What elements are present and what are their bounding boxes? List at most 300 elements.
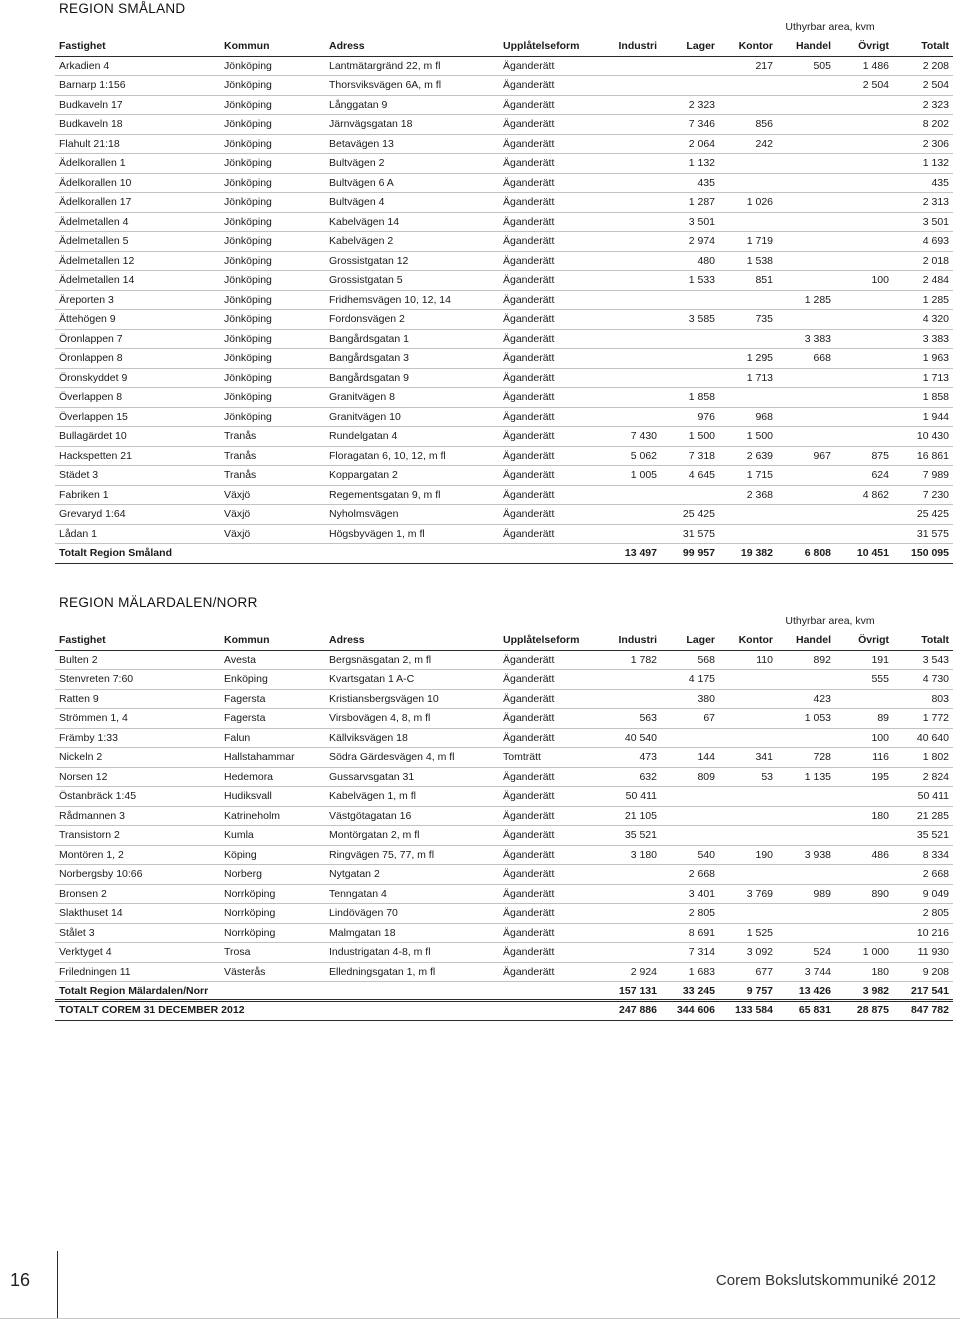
cell-handel [777, 95, 835, 115]
total-industri: 157 131 [591, 982, 661, 1002]
cell-handel: 505 [777, 56, 835, 76]
cell-kontor: 341 [719, 748, 777, 768]
cell-fastighet: Östanbräck 1:45 [55, 787, 224, 807]
cell-fastighet: Strömmen 1, 4 [55, 709, 224, 729]
cell-fastighet: Norbergsby 10:66 [55, 865, 224, 885]
cell-fastighet: Rådmannen 3 [55, 806, 224, 826]
cell-upplatelseform: Äganderätt [503, 485, 591, 505]
cell-upplatelseform: Äganderätt [503, 290, 591, 310]
cell-totalt: 10 430 [893, 427, 953, 447]
cell-ovrigt [835, 115, 893, 135]
table-row [55, 407, 953, 427]
cell-kontor [719, 689, 777, 709]
cell-kontor: 1 538 [719, 251, 777, 271]
cell-adress: Nyholmsvägen [329, 505, 503, 525]
cell-kommun: Hudiksvall [224, 787, 329, 807]
area-header: Uthyrbar area, kvm [785, 21, 875, 33]
cell-fastighet: Bullagärdet 10 [55, 427, 224, 447]
cell-totalt: 2 484 [893, 271, 953, 291]
cell-kommun: Tranås [224, 446, 329, 466]
cell-kontor [719, 173, 777, 193]
cell-kommun: Jönköping [224, 95, 329, 115]
total-upplatelseform [503, 544, 591, 564]
cell-industri [591, 232, 661, 252]
cell-kontor: 1 295 [719, 349, 777, 369]
cell-lager: 1 533 [661, 271, 719, 291]
cell-handel [777, 904, 835, 924]
table-row [55, 388, 953, 408]
grand-total-ovrigt: 28 875 [856, 1004, 889, 1016]
cell-kontor [719, 95, 777, 115]
table-header-row [55, 631, 953, 650]
area-header: Uthyrbar area, kvm [785, 615, 875, 627]
cell-handel [777, 271, 835, 291]
cell-adress: Lindövägen 70 [329, 904, 503, 924]
property-table [55, 631, 953, 1002]
total-handel: 6 808 [777, 544, 835, 564]
cell-handel: 524 [777, 943, 835, 963]
table-row [55, 251, 953, 271]
cell-adress: Källviksvägen 18 [329, 728, 503, 748]
cell-totalt: 2 208 [893, 56, 953, 76]
cell-lager: 144 [661, 748, 719, 768]
cell-totalt: 16 861 [893, 446, 953, 466]
cell-totalt: 4 320 [893, 310, 953, 330]
cell-fastighet: Nickeln 2 [55, 748, 224, 768]
table-row [55, 670, 953, 690]
total-fastighet: Totalt Region Småland [55, 544, 224, 564]
cell-fastighet: Budkaveln 18 [55, 115, 224, 135]
cell-lager [661, 806, 719, 826]
cell-kommun: Norberg [224, 865, 329, 885]
cell-industri [591, 670, 661, 690]
cell-kommun: Tranås [224, 427, 329, 447]
cell-upplatelseform: Äganderätt [503, 76, 591, 96]
cell-fastighet: Ädelkorallen 17 [55, 193, 224, 213]
cell-fastighet: Verktyget 4 [55, 943, 224, 963]
cell-lager: 1 683 [661, 962, 719, 982]
cell-kontor: 735 [719, 310, 777, 330]
cell-upplatelseform: Äganderätt [503, 95, 591, 115]
table-row [55, 865, 953, 885]
cell-handel [777, 524, 835, 544]
cell-ovrigt [835, 193, 893, 213]
cell-upplatelseform: Tomträtt [503, 748, 591, 768]
column-header-lager: Lager [661, 631, 719, 650]
cell-kontor [719, 728, 777, 748]
cell-kommun: Falun [224, 728, 329, 748]
cell-industri [591, 689, 661, 709]
cell-adress: Koppargatan 2 [329, 466, 503, 486]
cell-lager: 4 645 [661, 466, 719, 486]
cell-handel [777, 310, 835, 330]
cell-fastighet: Transistorn 2 [55, 826, 224, 846]
cell-totalt: 50 411 [893, 787, 953, 807]
cell-kommun: Jönköping [224, 212, 329, 232]
cell-upplatelseform: Äganderätt [503, 943, 591, 963]
table-row [55, 154, 953, 174]
cell-fastighet: Överlappen 8 [55, 388, 224, 408]
cell-totalt: 2 306 [893, 134, 953, 154]
cell-handel [777, 115, 835, 135]
cell-upplatelseform: Äganderätt [503, 134, 591, 154]
table-row [55, 134, 953, 154]
cell-lager: 1 132 [661, 154, 719, 174]
total-fastighet: Totalt Region Mälardalen/Norr [55, 982, 224, 1002]
cell-upplatelseform: Äganderätt [503, 173, 591, 193]
cell-kontor: 1 719 [719, 232, 777, 252]
table-row [55, 524, 953, 544]
cell-totalt: 1 772 [893, 709, 953, 729]
cell-fastighet: Lådan 1 [55, 524, 224, 544]
cell-fastighet: Flahult 21:18 [55, 134, 224, 154]
cell-upplatelseform: Äganderätt [503, 115, 591, 135]
cell-ovrigt [835, 290, 893, 310]
cell-industri [591, 884, 661, 904]
cell-totalt: 7 989 [893, 466, 953, 486]
cell-upplatelseform: Äganderätt [503, 728, 591, 748]
cell-handel [777, 466, 835, 486]
cell-fastighet: Ättehögen 9 [55, 310, 224, 330]
cell-ovrigt: 116 [835, 748, 893, 768]
cell-kontor: 190 [719, 845, 777, 865]
cell-ovrigt [835, 865, 893, 885]
cell-industri: 473 [591, 748, 661, 768]
column-header-upplatelseform: Upplåtelseform [503, 631, 591, 650]
cell-handel [777, 806, 835, 826]
cell-kontor [719, 505, 777, 525]
section-title: REGION SMÅLAND [59, 1, 186, 16]
cell-adress: Elledningsgatan 1, m fl [329, 962, 503, 982]
cell-lager: 8 691 [661, 923, 719, 943]
cell-kontor: 2 368 [719, 485, 777, 505]
cell-kontor: 1 525 [719, 923, 777, 943]
table-row [55, 923, 953, 943]
cell-industri [591, 368, 661, 388]
cell-fastighet: Fabriken 1 [55, 485, 224, 505]
total-adress [329, 544, 503, 564]
cell-handel: 668 [777, 349, 835, 369]
cell-totalt: 803 [893, 689, 953, 709]
cell-totalt: 4 730 [893, 670, 953, 690]
cell-ovrigt: 89 [835, 709, 893, 729]
cell-totalt: 7 230 [893, 485, 953, 505]
cell-handel: 3 938 [777, 845, 835, 865]
cell-lager: 380 [661, 689, 719, 709]
cell-upplatelseform: Äganderätt [503, 767, 591, 787]
cell-fastighet: Slakthuset 14 [55, 904, 224, 924]
cell-kommun: Jönköping [224, 388, 329, 408]
cell-upplatelseform: Äganderätt [503, 962, 591, 982]
cell-totalt: 10 216 [893, 923, 953, 943]
cell-totalt: 8 202 [893, 115, 953, 135]
table-row [55, 709, 953, 729]
cell-industri [591, 485, 661, 505]
cell-upplatelseform: Äganderätt [503, 865, 591, 885]
cell-adress: Bergsnäsgatan 2, m fl [329, 650, 503, 670]
cell-lager [661, 826, 719, 846]
cell-handel [777, 251, 835, 271]
cell-kommun: Norrköping [224, 923, 329, 943]
cell-kommun: Norrköping [224, 884, 329, 904]
cell-ovrigt [835, 826, 893, 846]
cell-kommun: Jönköping [224, 154, 329, 174]
cell-totalt: 3 383 [893, 329, 953, 349]
cell-kommun: Växjö [224, 485, 329, 505]
cell-industri: 563 [591, 709, 661, 729]
table-row [55, 826, 953, 846]
cell-upplatelseform: Äganderätt [503, 446, 591, 466]
cell-adress: Tenngatan 4 [329, 884, 503, 904]
cell-ovrigt [835, 407, 893, 427]
column-header-totalt: Totalt [893, 631, 953, 650]
cell-lager [661, 368, 719, 388]
table-row [55, 466, 953, 486]
cell-fastighet: Arkadien 4 [55, 56, 224, 76]
table-row [55, 787, 953, 807]
cell-ovrigt: 4 862 [835, 485, 893, 505]
cell-ovrigt: 191 [835, 650, 893, 670]
total-industri: 13 497 [591, 544, 661, 564]
cell-kontor [719, 524, 777, 544]
cell-handel [777, 787, 835, 807]
cell-handel: 1 135 [777, 767, 835, 787]
cell-lager: 2 974 [661, 232, 719, 252]
cell-upplatelseform: Äganderätt [503, 466, 591, 486]
cell-totalt: 1 858 [893, 388, 953, 408]
table-row [55, 689, 953, 709]
grand-total-row [55, 1000, 953, 1020]
cell-ovrigt [835, 524, 893, 544]
cell-fastighet: Ratten 9 [55, 689, 224, 709]
cell-lager: 3 585 [661, 310, 719, 330]
cell-fastighet: Överlappen 15 [55, 407, 224, 427]
cell-ovrigt [835, 173, 893, 193]
cell-industri: 50 411 [591, 787, 661, 807]
cell-kommun: Växjö [224, 524, 329, 544]
cell-ovrigt [835, 904, 893, 924]
cell-lager [661, 349, 719, 369]
cell-lager: 4 175 [661, 670, 719, 690]
cell-adress: Bangårdsgatan 1 [329, 329, 503, 349]
cell-ovrigt [835, 349, 893, 369]
cell-adress: Kabelvägen 14 [329, 212, 503, 232]
cell-upplatelseform: Äganderätt [503, 212, 591, 232]
cell-lager: 1 500 [661, 427, 719, 447]
cell-adress: Granitvägen 10 [329, 407, 503, 427]
cell-adress: Floragatan 6, 10, 12, m fl [329, 446, 503, 466]
cell-fastighet: Bulten 2 [55, 650, 224, 670]
cell-upplatelseform: Äganderätt [503, 310, 591, 330]
cell-kontor: 217 [719, 56, 777, 76]
cell-handel: 423 [777, 689, 835, 709]
cell-handel: 3 383 [777, 329, 835, 349]
cell-kommun: Norrköping [224, 904, 329, 924]
table-row [55, 349, 953, 369]
table-row [55, 446, 953, 466]
cell-handel [777, 485, 835, 505]
table-row [55, 962, 953, 982]
cell-handel: 728 [777, 748, 835, 768]
total-lager: 33 245 [661, 982, 719, 1002]
column-header-kommun: Kommun [224, 37, 329, 56]
cell-adress: Fridhemsvägen 10, 12, 14 [329, 290, 503, 310]
table-row [55, 76, 953, 96]
cell-handel [777, 388, 835, 408]
cell-adress: Högsbyvägen 1, m fl [329, 524, 503, 544]
cell-adress: Södra Gärdesvägen 4, m fl [329, 748, 503, 768]
cell-ovrigt [835, 95, 893, 115]
cell-kommun: Kumla [224, 826, 329, 846]
cell-kontor [719, 670, 777, 690]
cell-adress: Grossistgatan 12 [329, 251, 503, 271]
cell-totalt: 9 049 [893, 884, 953, 904]
total-kontor: 9 757 [719, 982, 777, 1002]
cell-upplatelseform: Äganderätt [503, 154, 591, 174]
table-row [55, 806, 953, 826]
cell-handel [777, 505, 835, 525]
cell-fastighet: Öronlappen 8 [55, 349, 224, 369]
cell-ovrigt: 890 [835, 884, 893, 904]
cell-ovrigt: 1 000 [835, 943, 893, 963]
table-row [55, 271, 953, 291]
cell-industri: 7 430 [591, 427, 661, 447]
cell-fastighet: Hackspetten 21 [55, 446, 224, 466]
cell-industri [591, 212, 661, 232]
cell-industri [591, 76, 661, 96]
cell-adress: Kristiansbergsvägen 10 [329, 689, 503, 709]
cell-kontor: 1 715 [719, 466, 777, 486]
cell-industri [591, 154, 661, 174]
cell-handel: 3 744 [777, 962, 835, 982]
cell-kommun: Köping [224, 845, 329, 865]
column-header-industri: Industri [591, 37, 661, 56]
total-lager: 99 957 [661, 544, 719, 564]
cell-handel: 967 [777, 446, 835, 466]
page-number: 16 [9, 1270, 31, 1290]
cell-fastighet: Norsen 12 [55, 767, 224, 787]
cell-ovrigt: 180 [835, 806, 893, 826]
table-row [55, 845, 953, 865]
table-row [55, 310, 953, 330]
cell-upplatelseform: Äganderätt [503, 407, 591, 427]
cell-fastighet: Städet 3 [55, 466, 224, 486]
cell-lager: 2 064 [661, 134, 719, 154]
cell-adress: Malmgatan 18 [329, 923, 503, 943]
table-row [55, 485, 953, 505]
cell-handel [777, 427, 835, 447]
cell-adress: Långgatan 9 [329, 95, 503, 115]
cell-kommun: Jönköping [224, 232, 329, 252]
cell-lager: 3 401 [661, 884, 719, 904]
cell-lager: 31 575 [661, 524, 719, 544]
cell-ovrigt: 100 [835, 728, 893, 748]
column-header-adress: Adress [329, 631, 503, 650]
cell-ovrigt [835, 689, 893, 709]
cell-handel [777, 193, 835, 213]
cell-industri [591, 290, 661, 310]
cell-adress: Gussarvsgatan 31 [329, 767, 503, 787]
section-title: REGION MÄLARDALEN/NORR [59, 595, 258, 610]
cell-ovrigt [835, 212, 893, 232]
cell-fastighet: Ädelkorallen 1 [55, 154, 224, 174]
cell-totalt: 2 504 [893, 76, 953, 96]
cell-upplatelseform: Äganderätt [503, 787, 591, 807]
cell-kontor [719, 212, 777, 232]
cell-kommun: Jönköping [224, 407, 329, 427]
cell-totalt: 4 693 [893, 232, 953, 252]
cell-upplatelseform: Äganderätt [503, 56, 591, 76]
cell-kontor: 851 [719, 271, 777, 291]
cell-fastighet: Stenvreten 7:60 [55, 670, 224, 690]
cell-ovrigt [835, 923, 893, 943]
cell-kommun: Trosa [224, 943, 329, 963]
cell-totalt: 3 501 [893, 212, 953, 232]
cell-fastighet: Ädelmetallen 14 [55, 271, 224, 291]
cell-totalt: 435 [893, 173, 953, 193]
cell-lager [661, 76, 719, 96]
grand-total-kontor: 133 584 [735, 1004, 773, 1016]
cell-kontor: 677 [719, 962, 777, 982]
cell-industri [591, 524, 661, 544]
footer-divider [57, 1251, 58, 1319]
cell-kommun: Jönköping [224, 173, 329, 193]
cell-kontor [719, 76, 777, 96]
cell-kontor [719, 826, 777, 846]
cell-industri [591, 115, 661, 135]
cell-totalt: 1 944 [893, 407, 953, 427]
table-row [55, 173, 953, 193]
cell-kommun: Jönköping [224, 76, 329, 96]
cell-ovrigt: 1 486 [835, 56, 893, 76]
table-row [55, 212, 953, 232]
cell-kontor: 1 026 [719, 193, 777, 213]
cell-handel: 1 053 [777, 709, 835, 729]
cell-industri: 40 540 [591, 728, 661, 748]
cell-industri [591, 173, 661, 193]
cell-lager: 7 314 [661, 943, 719, 963]
column-header-kontor: Kontor [719, 631, 777, 650]
cell-upplatelseform: Äganderätt [503, 368, 591, 388]
cell-adress: Montörgatan 2, m fl [329, 826, 503, 846]
cell-adress: Thorsviksvägen 6A, m fl [329, 76, 503, 96]
cell-lager [661, 485, 719, 505]
table-row [55, 95, 953, 115]
cell-adress: Västgötagatan 16 [329, 806, 503, 826]
cell-kommun: Jönköping [224, 56, 329, 76]
cell-lager: 25 425 [661, 505, 719, 525]
table-row [55, 329, 953, 349]
grand-total-industri: 247 886 [619, 1004, 657, 1016]
table-row [55, 884, 953, 904]
cell-adress: Bangårdsgatan 9 [329, 368, 503, 388]
cell-kontor: 110 [719, 650, 777, 670]
cell-totalt: 25 425 [893, 505, 953, 525]
cell-adress: Kvartsgatan 1 A-C [329, 670, 503, 690]
cell-lager [661, 728, 719, 748]
cell-industri [591, 134, 661, 154]
cell-adress: Bultvägen 4 [329, 193, 503, 213]
cell-fastighet: Montören 1, 2 [55, 845, 224, 865]
cell-kommun: Katrineholm [224, 806, 329, 826]
cell-ovrigt: 555 [835, 670, 893, 690]
cell-industri [591, 56, 661, 76]
cell-adress: Kabelvägen 1, m fl [329, 787, 503, 807]
cell-kommun: Hedemora [224, 767, 329, 787]
table-row [55, 368, 953, 388]
table-row [55, 943, 953, 963]
cell-kommun: Jönköping [224, 368, 329, 388]
